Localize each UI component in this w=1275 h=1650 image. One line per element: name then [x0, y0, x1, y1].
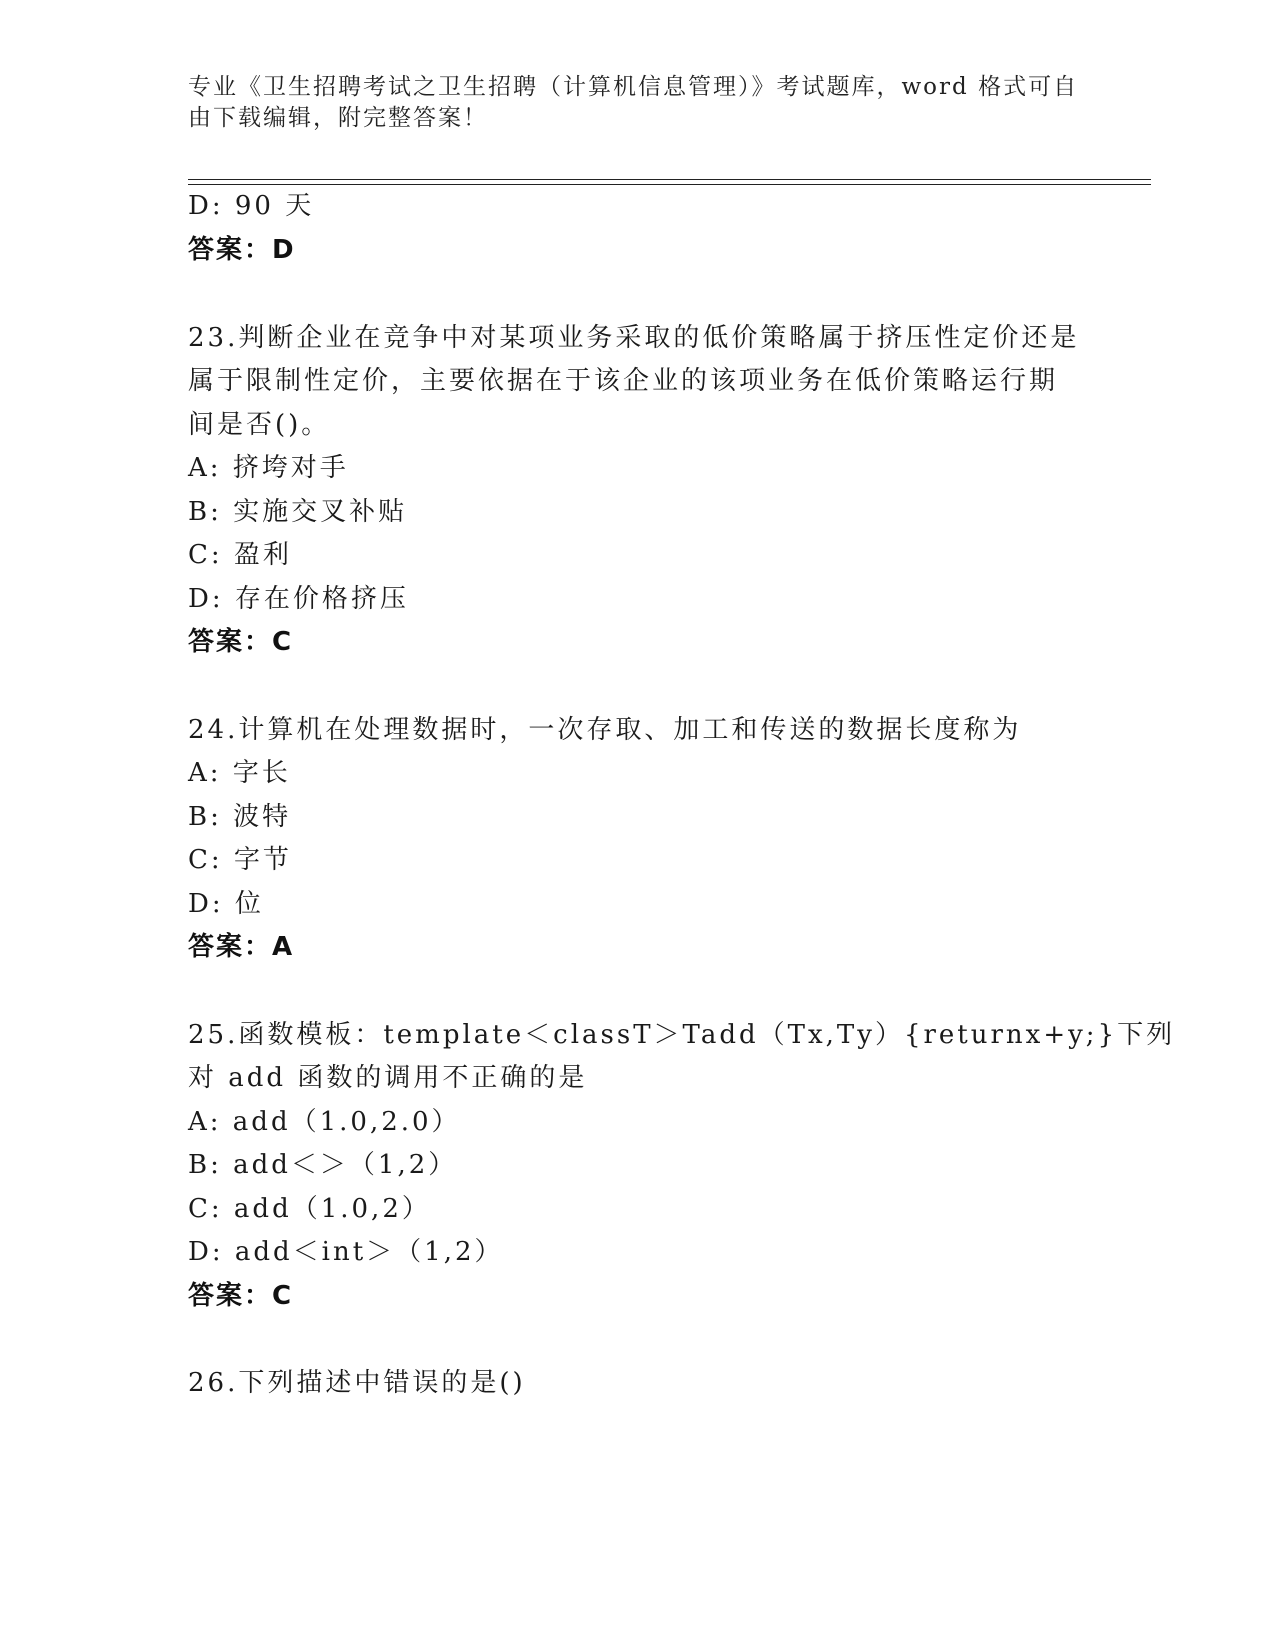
q24-option-c: C: 字节 — [188, 845, 292, 875]
q23-answer: 答案：C — [188, 627, 294, 657]
q24-option-b: B: 波特 — [188, 802, 292, 832]
q25-option-a: A: add（1.0,2.0） — [188, 1107, 461, 1137]
q25-option-c: C: add（1.0,2） — [188, 1194, 431, 1224]
header-divider-bottom — [188, 184, 1151, 185]
q23-stem-line-2: 属于限制性定价，主要依据在于该企业的该项业务在低价策略运行期 — [188, 366, 1059, 396]
q23-option-c: C: 盈利 — [188, 540, 292, 570]
q25-option-d: D: add＜int＞（1,2） — [188, 1237, 504, 1267]
header-line-2: 由下载编辑，附完整答案！ — [188, 105, 488, 131]
document-header — [188, 72, 1088, 134]
q24-answer: 答案：A — [188, 932, 295, 962]
q23-option-b: B: 实施交叉补贴 — [188, 497, 408, 527]
q24-option-a: A: 字长 — [188, 758, 291, 788]
header-line-1: 专业《卫生招聘考试之卫生招聘（计算机信息管理）》考试题库，word 格式可自 — [188, 74, 1079, 100]
prev-answer: 答案：D — [188, 235, 296, 265]
q25-answer: 答案：C — [188, 1281, 294, 1311]
q23-stem-line-1: 23.判断企业在竞争中对某项业务采取的低价策略属于挤压性定价还是 — [188, 323, 1080, 353]
q24-stem-line-1: 24.计算机在处理数据时，一次存取、加工和传送的数据长度称为 — [188, 715, 1022, 745]
q25-stem-line-1: 25.函数模板：template＜classT＞Tadd（Tx,Ty）{returnx+y;}下列 — [188, 1020, 1176, 1050]
q26-stem-line-1: 26.下列描述中错误的是() — [188, 1368, 526, 1398]
q25-option-b: B: add＜＞（1,2） — [188, 1150, 458, 1180]
prev-option-d: D: 90 天 — [188, 191, 315, 221]
q23-option-a: A: 挤垮对手 — [188, 453, 349, 483]
q23-stem-line-3: 间是否()。 — [188, 410, 331, 440]
q23-option-d: D: 存在价格挤压 — [188, 584, 409, 614]
header-divider-top — [188, 179, 1151, 180]
q24-option-d: D: 位 — [188, 889, 264, 919]
q25-stem-line-2: 对 add 函数的调用不正确的是 — [188, 1063, 588, 1093]
